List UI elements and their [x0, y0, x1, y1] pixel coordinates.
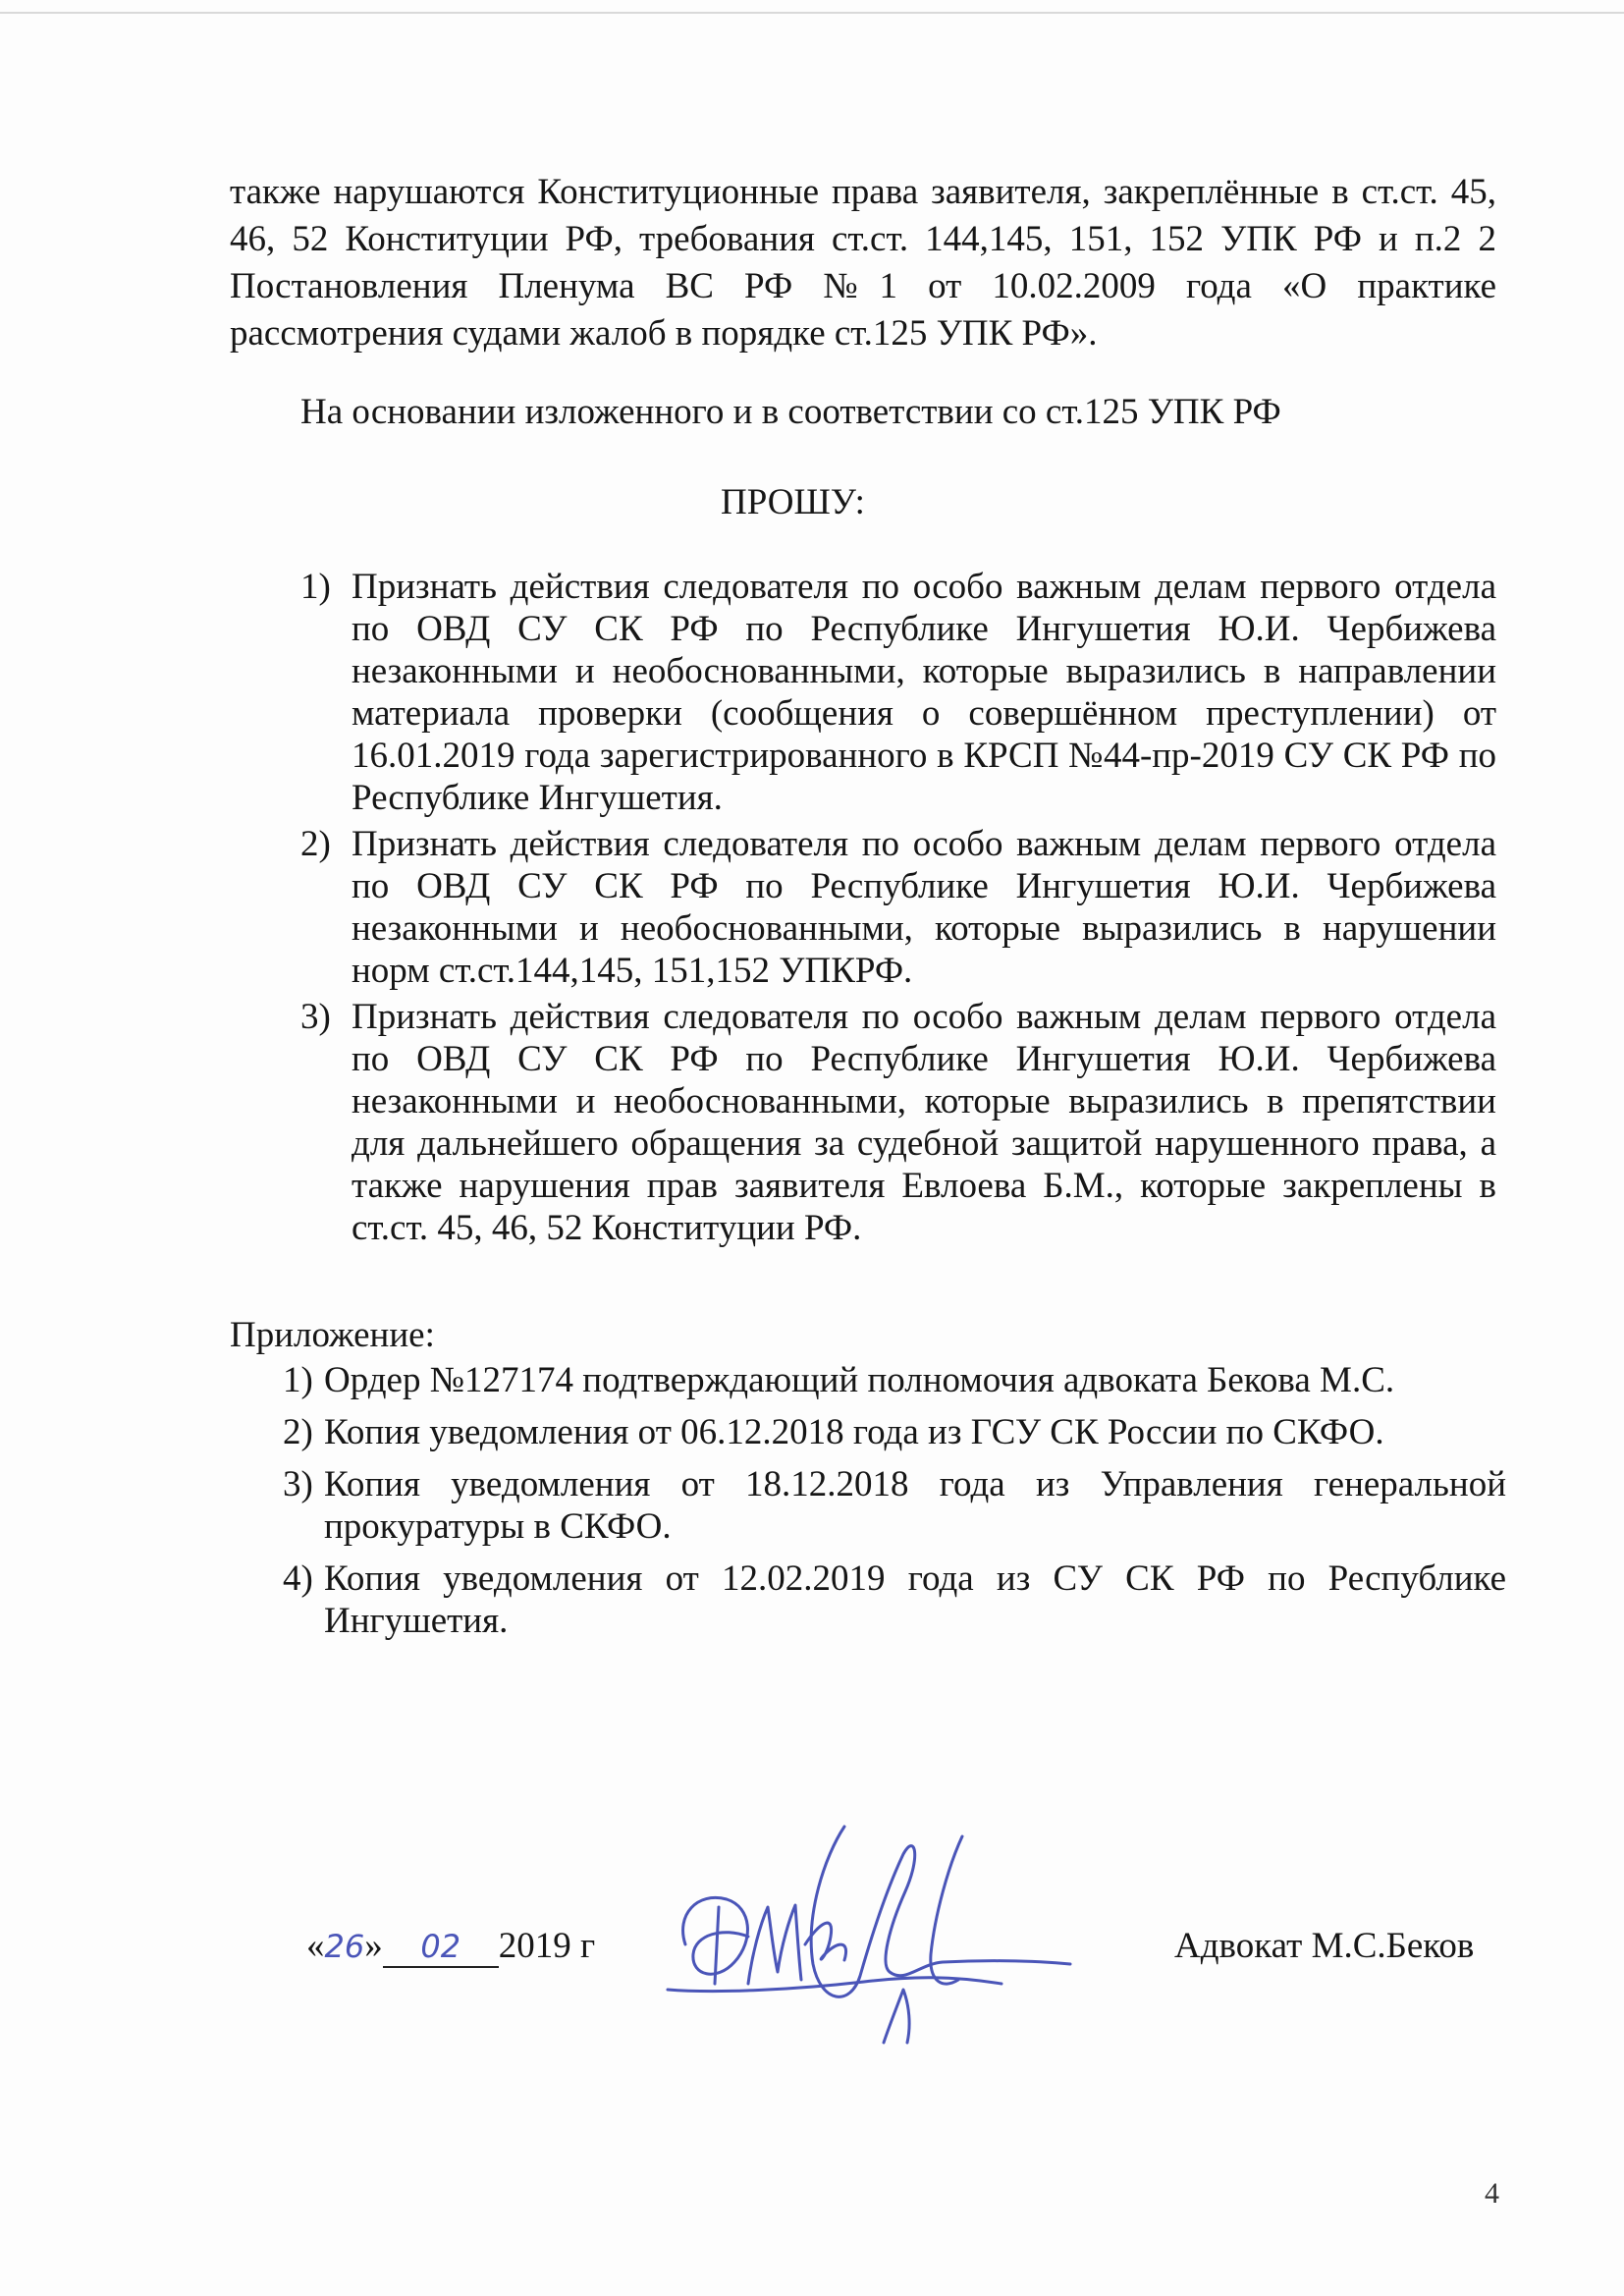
appendix-item [283, 1359, 1506, 1401]
date-close-quote: » [364, 1926, 383, 1966]
appendix-number: 1) [283, 1360, 313, 1400]
date-year: 2019 г [498, 1926, 596, 1966]
appendix-item [283, 1463, 1506, 1548]
appendix-item [283, 1411, 1506, 1453]
signer-name: Адвокат М.С.Беков [1174, 1926, 1475, 1966]
signature [658, 1797, 1090, 2072]
appendix-number: 3) [283, 1464, 313, 1504]
request-text: Признать действия следователя по особо важным делам первого отдела по ОВД СУ СК РФ по Республике Ингушетия Ю.И. Чербижева незаконными и необоснованными, которые выразились в нарушении норм ст.ст.144,145, 151,152 УПКРФ. [352, 824, 1496, 991]
request-item [300, 823, 1496, 992]
basis-line: На основании изложенного и в соответствии со ст.125 УПК РФ [300, 392, 1281, 432]
request-list [300, 566, 1496, 1253]
request-number: 2) [300, 824, 331, 864]
appendix-text: Копия уведомления от 12.02.2019 года из СУ СК РФ по Республике Ингушетия. [324, 1558, 1506, 1641]
date-open-quote: « [306, 1926, 325, 1966]
appendix-number: 2) [283, 1412, 313, 1452]
date-line [306, 1923, 595, 1970]
request-text: Признать действия следователя по особо важным делам первого отдела по ОВД СУ СК РФ по Республике Ингушетия Ю.И. Чербижева незаконными и необоснованными, которые выразились в направлении материала проверки (сообщения о совершённом преступлении) от 16.01.2019 года зарегистрированного в КРСП №44-пр-2019 СУ СК РФ по Республике Ингушетия. [352, 567, 1496, 818]
date-day: 26 [324, 1928, 365, 1965]
appendix-text: Ордер №127174 подтверждающий полномочия адвоката Бекова М.С. [324, 1360, 1395, 1400]
request-item [300, 996, 1496, 1249]
appendix-title: Приложение: [230, 1315, 435, 1355]
request-number: 3) [300, 997, 331, 1037]
scan-edge [0, 12, 1624, 14]
date-month-blank [383, 1927, 499, 1968]
date-month: 02 [420, 1928, 461, 1965]
page-number: 4 [1485, 2177, 1499, 2210]
appendix-item [283, 1558, 1506, 1642]
intro-paragraph: также нарушаются Конституционные права заявителя, закреплённые в ст.ст. 45, 46, 52 Конституции РФ, требования ст.ст. 144,145, 151, 152 УПК РФ и п.2 2 Постановления Пленума ВС РФ №1 от 10.02.2009 года «О практике рассмотрения судами жалоб в порядке ст.125 УПК РФ». [230, 172, 1496, 354]
appendix-text: Копия уведомления от 18.12.2018 года из Управления генеральной прокуратуры в СКФО. [324, 1464, 1506, 1547]
appendix-text: Копия уведомления от 06.12.2018 года из ГСУ СК России по СКФО. [324, 1412, 1384, 1452]
request-heading: ПРОШУ: [721, 482, 865, 522]
appendix-number: 4) [283, 1558, 313, 1599]
request-item [300, 566, 1496, 819]
request-text: Признать действия следователя по особо важным делам первого отдела по ОВД СУ СК РФ по Республике Ингушетия Ю.И. Чербижева незаконными и необоснованными, которые выразились в препятствии для дальнейшего обращения за судебной защитой нарушенного права, а также нарушения прав заявителя Евлоева Б.М., которые закреплены в ст.ст. 45, 46, 52 Конституции РФ. [352, 997, 1496, 1248]
appendix-list [283, 1359, 1506, 1652]
request-number: 1) [300, 567, 331, 607]
